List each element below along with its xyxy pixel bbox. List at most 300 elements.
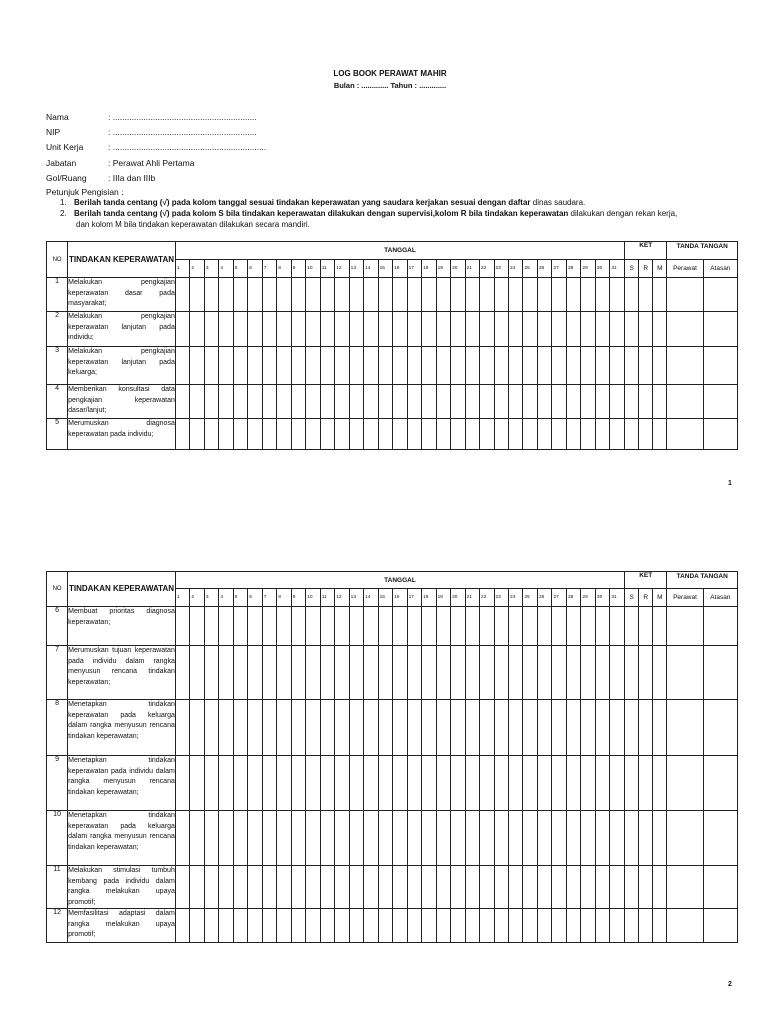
day-check-cell[interactable] (277, 312, 291, 347)
day-check-cell[interactable] (277, 811, 291, 866)
day-check-cell[interactable] (335, 419, 349, 450)
day-check-cell[interactable] (335, 909, 349, 943)
ket-m-cell[interactable] (653, 385, 667, 419)
day-check-cell[interactable] (523, 700, 537, 756)
day-check-cell[interactable] (291, 700, 305, 756)
day-check-cell[interactable] (523, 607, 537, 646)
day-check-cell[interactable] (320, 811, 334, 866)
day-check-cell[interactable] (262, 700, 276, 756)
day-check-cell[interactable] (262, 607, 276, 646)
day-check-cell[interactable] (523, 312, 537, 347)
signature-perawat-cell[interactable] (667, 909, 703, 943)
day-check-cell[interactable] (306, 419, 320, 450)
day-check-cell[interactable] (335, 646, 349, 700)
day-check-cell[interactable] (175, 756, 189, 811)
day-check-cell[interactable] (233, 909, 247, 943)
day-check-cell[interactable] (509, 419, 523, 450)
day-check-cell[interactable] (378, 312, 392, 347)
ket-r-cell[interactable] (639, 866, 653, 909)
day-check-cell[interactable] (277, 607, 291, 646)
day-check-cell[interactable] (610, 866, 625, 909)
day-check-cell[interactable] (233, 385, 247, 419)
day-check-cell[interactable] (480, 866, 494, 909)
ket-m-cell[interactable] (653, 278, 667, 312)
day-check-cell[interactable] (248, 278, 262, 312)
day-check-cell[interactable] (233, 756, 247, 811)
signature-perawat-cell[interactable] (667, 607, 703, 646)
day-check-cell[interactable] (595, 756, 609, 811)
day-check-cell[interactable] (248, 385, 262, 419)
day-check-cell[interactable] (451, 700, 465, 756)
day-check-cell[interactable] (436, 312, 450, 347)
day-check-cell[interactable] (610, 347, 625, 385)
day-check-cell[interactable] (494, 419, 508, 450)
day-check-cell[interactable] (335, 385, 349, 419)
ket-s-cell[interactable] (625, 385, 639, 419)
day-check-cell[interactable] (610, 700, 625, 756)
day-check-cell[interactable] (291, 347, 305, 385)
day-check-cell[interactable] (204, 347, 218, 385)
day-check-cell[interactable] (320, 700, 334, 756)
day-check-cell[interactable] (566, 278, 580, 312)
day-check-cell[interactable] (262, 278, 276, 312)
day-check-cell[interactable] (537, 385, 551, 419)
day-check-cell[interactable] (537, 607, 551, 646)
day-check-cell[interactable] (378, 347, 392, 385)
ket-r-cell[interactable] (639, 278, 653, 312)
day-check-cell[interactable] (335, 278, 349, 312)
day-check-cell[interactable] (262, 811, 276, 866)
signature-perawat-cell[interactable] (667, 312, 703, 347)
day-check-cell[interactable] (465, 866, 479, 909)
day-check-cell[interactable] (422, 385, 436, 419)
day-check-cell[interactable] (364, 756, 378, 811)
day-check-cell[interactable] (393, 756, 407, 811)
day-check-cell[interactable] (595, 312, 609, 347)
day-check-cell[interactable] (175, 312, 189, 347)
day-check-cell[interactable] (537, 278, 551, 312)
day-check-cell[interactable] (465, 700, 479, 756)
day-check-cell[interactable] (219, 312, 233, 347)
day-check-cell[interactable] (349, 756, 363, 811)
ket-s-cell[interactable] (625, 419, 639, 450)
day-check-cell[interactable] (509, 646, 523, 700)
day-check-cell[interactable] (233, 607, 247, 646)
day-check-cell[interactable] (190, 866, 204, 909)
day-check-cell[interactable] (552, 811, 566, 866)
day-check-cell[interactable] (248, 607, 262, 646)
day-check-cell[interactable] (233, 811, 247, 866)
day-check-cell[interactable] (219, 607, 233, 646)
day-check-cell[interactable] (175, 866, 189, 909)
day-check-cell[interactable] (537, 312, 551, 347)
day-check-cell[interactable] (204, 700, 218, 756)
day-check-cell[interactable] (523, 347, 537, 385)
day-check-cell[interactable] (523, 756, 537, 811)
ket-s-cell[interactable] (625, 811, 639, 866)
ket-m-cell[interactable] (653, 909, 667, 943)
day-check-cell[interactable] (581, 312, 595, 347)
day-check-cell[interactable] (190, 385, 204, 419)
day-check-cell[interactable] (494, 866, 508, 909)
day-check-cell[interactable] (451, 347, 465, 385)
day-check-cell[interactable] (595, 419, 609, 450)
day-check-cell[interactable] (364, 700, 378, 756)
day-check-cell[interactable] (436, 347, 450, 385)
day-check-cell[interactable] (436, 811, 450, 866)
day-check-cell[interactable] (465, 385, 479, 419)
day-check-cell[interactable] (248, 866, 262, 909)
day-check-cell[interactable] (494, 756, 508, 811)
ket-r-cell[interactable] (639, 385, 653, 419)
day-check-cell[interactable] (407, 811, 421, 866)
day-check-cell[interactable] (393, 312, 407, 347)
signature-perawat-cell[interactable] (667, 646, 703, 700)
day-check-cell[interactable] (233, 419, 247, 450)
day-check-cell[interactable] (291, 278, 305, 312)
day-check-cell[interactable] (306, 756, 320, 811)
day-check-cell[interactable] (436, 278, 450, 312)
day-check-cell[interactable] (422, 347, 436, 385)
signature-atasan-cell[interactable] (703, 700, 737, 756)
signature-atasan-cell[interactable] (703, 909, 737, 943)
day-check-cell[interactable] (175, 607, 189, 646)
day-check-cell[interactable] (175, 700, 189, 756)
day-check-cell[interactable] (581, 866, 595, 909)
day-check-cell[interactable] (393, 347, 407, 385)
day-check-cell[interactable] (523, 866, 537, 909)
day-check-cell[interactable] (407, 312, 421, 347)
day-check-cell[interactable] (349, 278, 363, 312)
day-check-cell[interactable] (320, 866, 334, 909)
day-check-cell[interactable] (393, 866, 407, 909)
day-check-cell[interactable] (407, 385, 421, 419)
day-check-cell[interactable] (175, 646, 189, 700)
day-check-cell[interactable] (465, 278, 479, 312)
day-check-cell[interactable] (204, 312, 218, 347)
day-check-cell[interactable] (494, 700, 508, 756)
day-check-cell[interactable] (552, 347, 566, 385)
day-check-cell[interactable] (248, 909, 262, 943)
day-check-cell[interactable] (436, 756, 450, 811)
day-check-cell[interactable] (581, 756, 595, 811)
ket-r-cell[interactable] (639, 347, 653, 385)
day-check-cell[interactable] (335, 756, 349, 811)
day-check-cell[interactable] (335, 312, 349, 347)
day-check-cell[interactable] (451, 866, 465, 909)
day-check-cell[interactable] (175, 347, 189, 385)
day-check-cell[interactable] (552, 278, 566, 312)
ket-m-cell[interactable] (653, 347, 667, 385)
day-check-cell[interactable] (233, 347, 247, 385)
ket-r-cell[interactable] (639, 607, 653, 646)
day-check-cell[interactable] (262, 866, 276, 909)
day-check-cell[interactable] (233, 866, 247, 909)
day-check-cell[interactable] (422, 312, 436, 347)
day-check-cell[interactable] (523, 646, 537, 700)
day-check-cell[interactable] (595, 909, 609, 943)
day-check-cell[interactable] (262, 312, 276, 347)
day-check-cell[interactable] (537, 909, 551, 943)
day-check-cell[interactable] (306, 909, 320, 943)
day-check-cell[interactable] (204, 909, 218, 943)
day-check-cell[interactable] (552, 756, 566, 811)
day-check-cell[interactable] (610, 385, 625, 419)
day-check-cell[interactable] (552, 385, 566, 419)
day-check-cell[interactable] (335, 866, 349, 909)
ket-s-cell[interactable] (625, 909, 639, 943)
day-check-cell[interactable] (595, 700, 609, 756)
day-check-cell[interactable] (480, 607, 494, 646)
day-check-cell[interactable] (480, 811, 494, 866)
day-check-cell[interactable] (494, 811, 508, 866)
day-check-cell[interactable] (552, 646, 566, 700)
ket-m-cell[interactable] (653, 646, 667, 700)
day-check-cell[interactable] (566, 312, 580, 347)
day-check-cell[interactable] (465, 646, 479, 700)
day-check-cell[interactable] (378, 607, 392, 646)
day-check-cell[interactable] (509, 866, 523, 909)
day-check-cell[interactable] (581, 909, 595, 943)
day-check-cell[interactable] (378, 756, 392, 811)
day-check-cell[interactable] (349, 607, 363, 646)
signature-atasan-cell[interactable] (703, 866, 737, 909)
day-check-cell[interactable] (537, 811, 551, 866)
day-check-cell[interactable] (451, 385, 465, 419)
day-check-cell[interactable] (335, 700, 349, 756)
day-check-cell[interactable] (233, 646, 247, 700)
day-check-cell[interactable] (248, 419, 262, 450)
day-check-cell[interactable] (219, 811, 233, 866)
day-check-cell[interactable] (581, 700, 595, 756)
day-check-cell[interactable] (393, 607, 407, 646)
signature-atasan-cell[interactable] (703, 347, 737, 385)
day-check-cell[interactable] (552, 866, 566, 909)
day-check-cell[interactable] (581, 278, 595, 312)
ket-m-cell[interactable] (653, 607, 667, 646)
day-check-cell[interactable] (364, 312, 378, 347)
day-check-cell[interactable] (349, 385, 363, 419)
day-check-cell[interactable] (306, 607, 320, 646)
day-check-cell[interactable] (248, 700, 262, 756)
day-check-cell[interactable] (291, 385, 305, 419)
day-check-cell[interactable] (262, 909, 276, 943)
day-check-cell[interactable] (378, 646, 392, 700)
day-check-cell[interactable] (277, 646, 291, 700)
day-check-cell[interactable] (494, 278, 508, 312)
day-check-cell[interactable] (566, 646, 580, 700)
day-check-cell[interactable] (422, 419, 436, 450)
signature-perawat-cell[interactable] (667, 811, 703, 866)
day-check-cell[interactable] (480, 347, 494, 385)
day-check-cell[interactable] (407, 607, 421, 646)
day-check-cell[interactable] (364, 347, 378, 385)
day-check-cell[interactable] (204, 607, 218, 646)
day-check-cell[interactable] (509, 811, 523, 866)
day-check-cell[interactable] (436, 385, 450, 419)
day-check-cell[interactable] (190, 278, 204, 312)
day-check-cell[interactable] (480, 700, 494, 756)
day-check-cell[interactable] (523, 419, 537, 450)
day-check-cell[interactable] (175, 278, 189, 312)
day-check-cell[interactable] (566, 811, 580, 866)
signature-perawat-cell[interactable] (667, 700, 703, 756)
day-check-cell[interactable] (407, 646, 421, 700)
day-check-cell[interactable] (364, 419, 378, 450)
day-check-cell[interactable] (610, 909, 625, 943)
signature-atasan-cell[interactable] (703, 278, 737, 312)
ket-s-cell[interactable] (625, 312, 639, 347)
signature-perawat-cell[interactable] (667, 347, 703, 385)
day-check-cell[interactable] (407, 909, 421, 943)
signature-perawat-cell[interactable] (667, 756, 703, 811)
day-check-cell[interactable] (364, 607, 378, 646)
day-check-cell[interactable] (480, 646, 494, 700)
day-check-cell[interactable] (523, 385, 537, 419)
ket-s-cell[interactable] (625, 756, 639, 811)
day-check-cell[interactable] (537, 347, 551, 385)
day-check-cell[interactable] (204, 866, 218, 909)
day-check-cell[interactable] (509, 347, 523, 385)
day-check-cell[interactable] (291, 607, 305, 646)
signature-perawat-cell[interactable] (667, 278, 703, 312)
day-check-cell[interactable] (480, 278, 494, 312)
day-check-cell[interactable] (219, 347, 233, 385)
day-check-cell[interactable] (248, 646, 262, 700)
day-check-cell[interactable] (277, 756, 291, 811)
day-check-cell[interactable] (566, 700, 580, 756)
day-check-cell[interactable] (465, 347, 479, 385)
day-check-cell[interactable] (407, 700, 421, 756)
day-check-cell[interactable] (262, 756, 276, 811)
day-check-cell[interactable] (595, 347, 609, 385)
day-check-cell[interactable] (566, 909, 580, 943)
day-check-cell[interactable] (320, 756, 334, 811)
day-check-cell[interactable] (595, 811, 609, 866)
ket-s-cell[interactable] (625, 700, 639, 756)
day-check-cell[interactable] (248, 756, 262, 811)
day-check-cell[interactable] (610, 756, 625, 811)
ket-s-cell[interactable] (625, 866, 639, 909)
ket-s-cell[interactable] (625, 347, 639, 385)
day-check-cell[interactable] (320, 909, 334, 943)
day-check-cell[interactable] (291, 312, 305, 347)
day-check-cell[interactable] (451, 646, 465, 700)
ket-r-cell[interactable] (639, 811, 653, 866)
day-check-cell[interactable] (393, 278, 407, 312)
signature-atasan-cell[interactable] (703, 811, 737, 866)
signature-perawat-cell[interactable] (667, 419, 703, 450)
day-check-cell[interactable] (364, 646, 378, 700)
signature-atasan-cell[interactable] (703, 756, 737, 811)
day-check-cell[interactable] (378, 866, 392, 909)
ket-s-cell[interactable] (625, 607, 639, 646)
day-check-cell[interactable] (233, 278, 247, 312)
signature-atasan-cell[interactable] (703, 607, 737, 646)
day-check-cell[interactable] (190, 646, 204, 700)
day-check-cell[interactable] (407, 347, 421, 385)
day-check-cell[interactable] (320, 607, 334, 646)
day-check-cell[interactable] (422, 646, 436, 700)
day-check-cell[interactable] (465, 312, 479, 347)
day-check-cell[interactable] (219, 385, 233, 419)
day-check-cell[interactable] (581, 419, 595, 450)
day-check-cell[interactable] (378, 419, 392, 450)
day-check-cell[interactable] (581, 646, 595, 700)
day-check-cell[interactable] (204, 419, 218, 450)
day-check-cell[interactable] (393, 385, 407, 419)
day-check-cell[interactable] (422, 700, 436, 756)
ket-m-cell[interactable] (653, 866, 667, 909)
day-check-cell[interactable] (378, 909, 392, 943)
day-check-cell[interactable] (436, 866, 450, 909)
day-check-cell[interactable] (349, 419, 363, 450)
ket-m-cell[interactable] (653, 312, 667, 347)
day-check-cell[interactable] (219, 419, 233, 450)
day-check-cell[interactable] (393, 700, 407, 756)
day-check-cell[interactable] (291, 811, 305, 866)
day-check-cell[interactable] (291, 756, 305, 811)
day-check-cell[interactable] (335, 607, 349, 646)
day-check-cell[interactable] (509, 756, 523, 811)
day-check-cell[interactable] (523, 811, 537, 866)
ket-m-cell[interactable] (653, 700, 667, 756)
day-check-cell[interactable] (320, 385, 334, 419)
day-check-cell[interactable] (349, 646, 363, 700)
day-check-cell[interactable] (364, 385, 378, 419)
day-check-cell[interactable] (422, 811, 436, 866)
day-check-cell[interactable] (509, 607, 523, 646)
day-check-cell[interactable] (451, 419, 465, 450)
day-check-cell[interactable] (190, 607, 204, 646)
day-check-cell[interactable] (451, 811, 465, 866)
day-check-cell[interactable] (364, 909, 378, 943)
day-check-cell[interactable] (407, 419, 421, 450)
day-check-cell[interactable] (480, 756, 494, 811)
day-check-cell[interactable] (262, 419, 276, 450)
day-check-cell[interactable] (364, 811, 378, 866)
day-check-cell[interactable] (451, 312, 465, 347)
day-check-cell[interactable] (480, 385, 494, 419)
day-check-cell[interactable] (595, 866, 609, 909)
signature-atasan-cell[interactable] (703, 419, 737, 450)
day-check-cell[interactable] (480, 909, 494, 943)
day-check-cell[interactable] (233, 312, 247, 347)
day-check-cell[interactable] (451, 607, 465, 646)
day-check-cell[interactable] (248, 347, 262, 385)
day-check-cell[interactable] (465, 909, 479, 943)
day-check-cell[interactable] (175, 811, 189, 866)
ket-r-cell[interactable] (639, 700, 653, 756)
day-check-cell[interactable] (277, 700, 291, 756)
day-check-cell[interactable] (219, 756, 233, 811)
day-check-cell[interactable] (566, 756, 580, 811)
day-check-cell[interactable] (407, 278, 421, 312)
day-check-cell[interactable] (306, 646, 320, 700)
day-check-cell[interactable] (306, 347, 320, 385)
day-check-cell[interactable] (204, 756, 218, 811)
day-check-cell[interactable] (190, 909, 204, 943)
day-check-cell[interactable] (277, 909, 291, 943)
day-check-cell[interactable] (349, 312, 363, 347)
day-check-cell[interactable] (537, 646, 551, 700)
day-check-cell[interactable] (566, 419, 580, 450)
day-check-cell[interactable] (291, 646, 305, 700)
day-check-cell[interactable] (581, 385, 595, 419)
signature-atasan-cell[interactable] (703, 385, 737, 419)
day-check-cell[interactable] (480, 312, 494, 347)
day-check-cell[interactable] (364, 278, 378, 312)
